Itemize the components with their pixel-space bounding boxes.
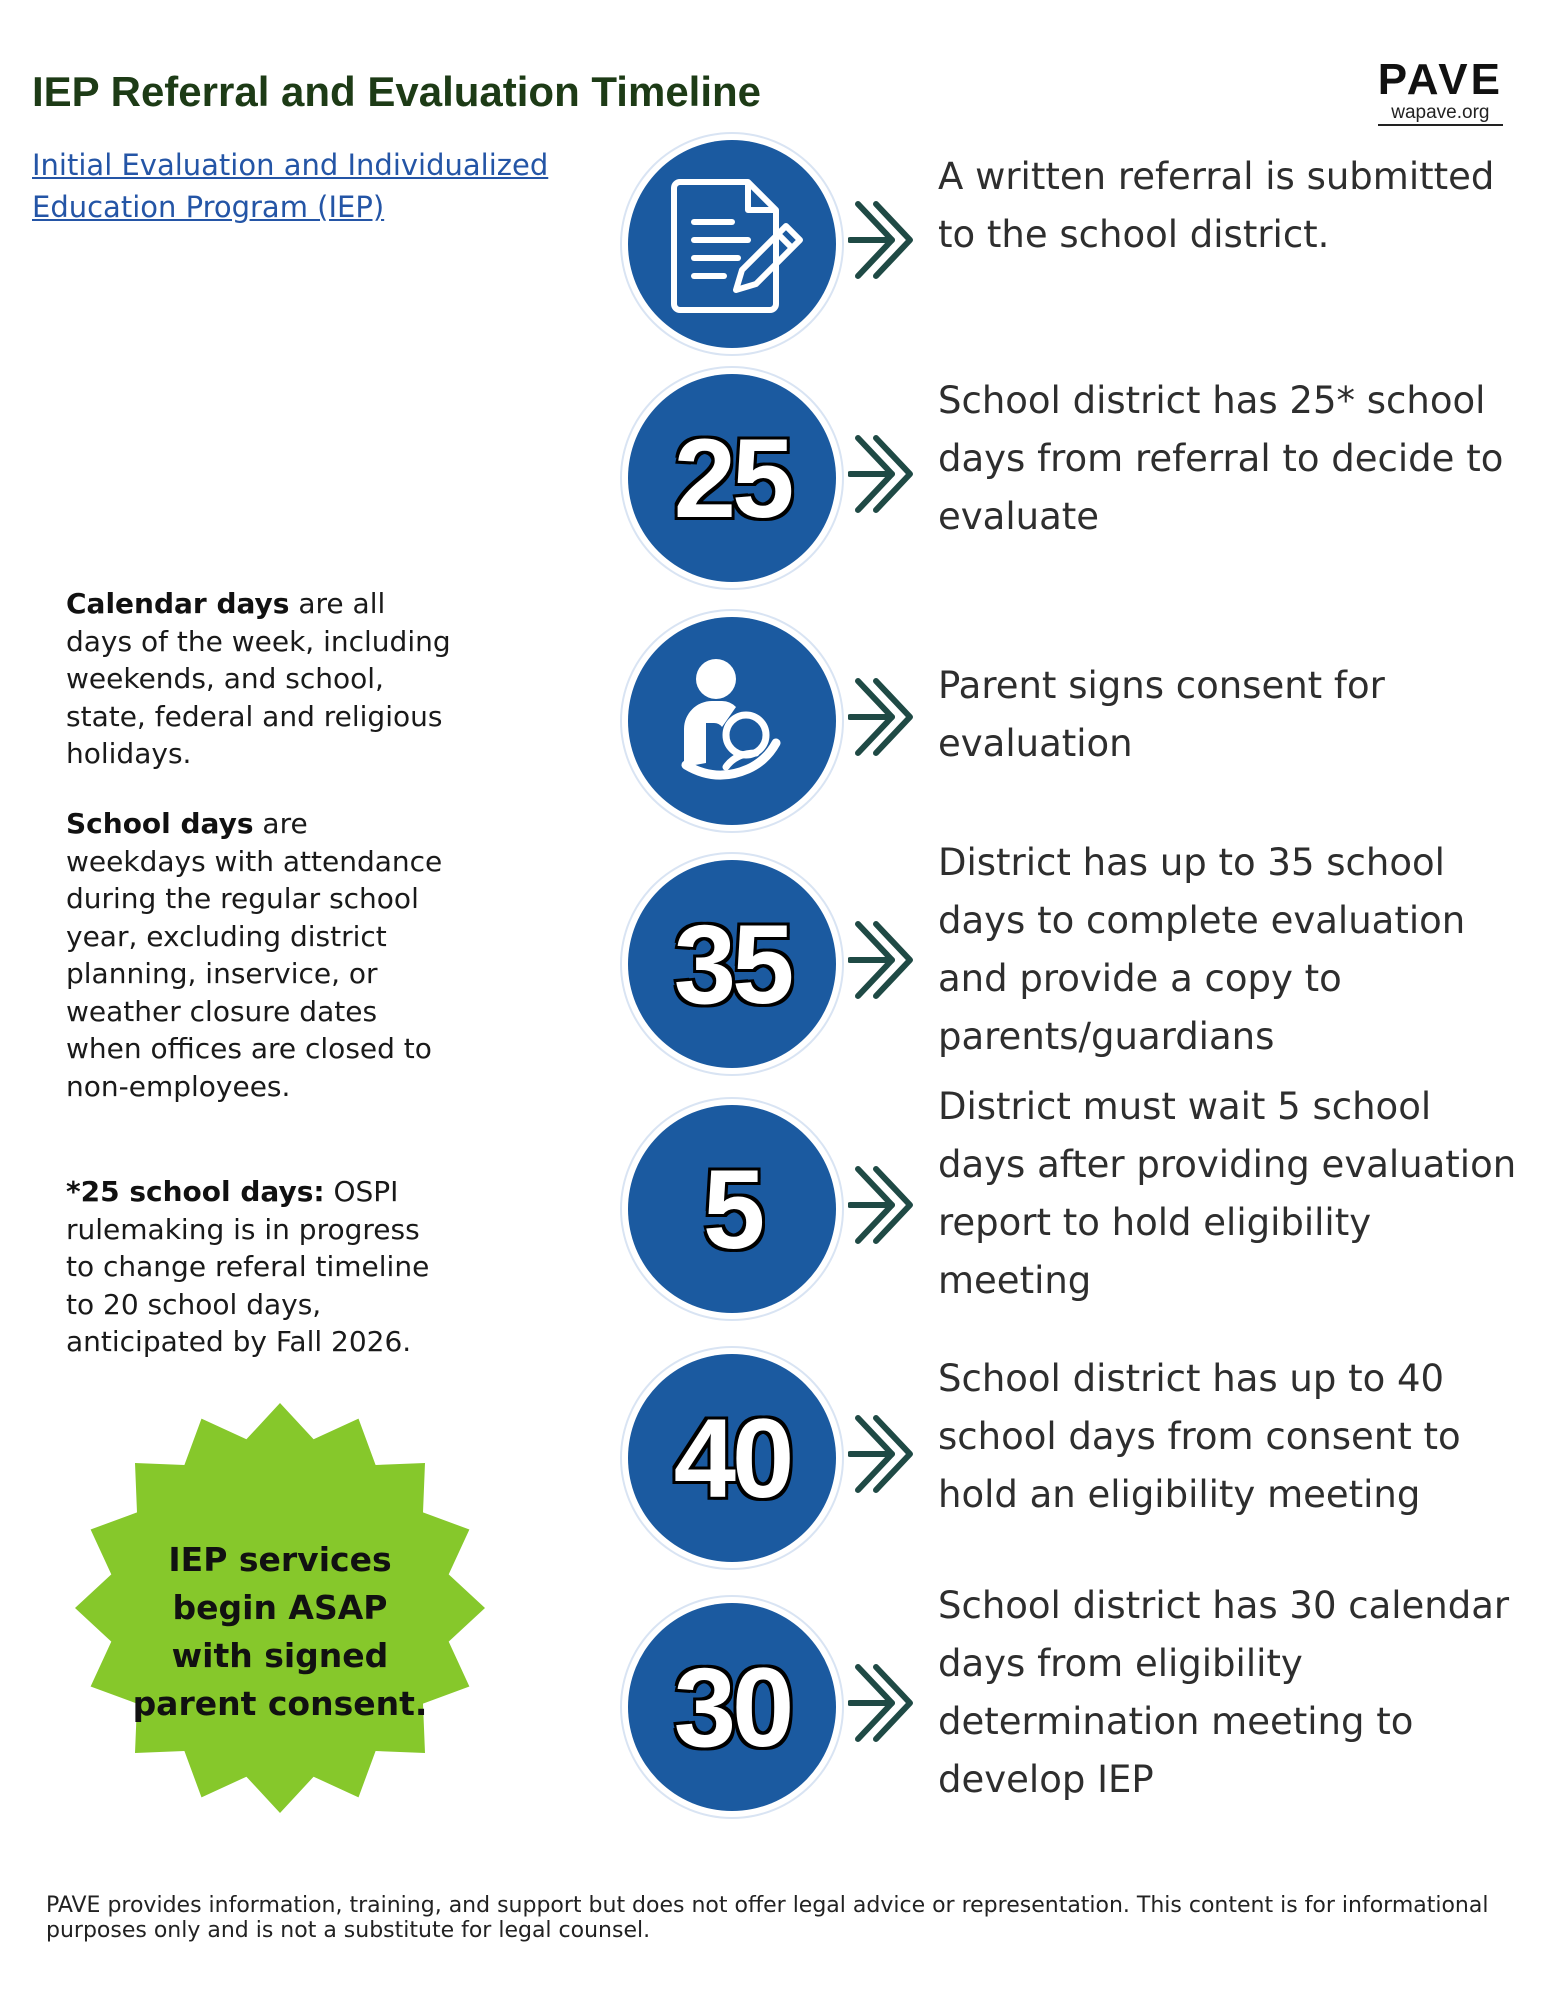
step-text: School district has up to 40 school days from consent to hold an eligibility meeting bbox=[938, 1357, 1461, 1516]
note-term: *25 school days: bbox=[66, 1175, 325, 1208]
calendar-days-text: are all days of the week, including weekends, and school, state, federal and religious holidays. bbox=[66, 587, 451, 770]
step-circle bbox=[628, 1603, 836, 1811]
timeline-step-referral bbox=[628, 140, 1518, 340]
step-circle bbox=[628, 140, 836, 348]
step-circle bbox=[628, 374, 836, 582]
step-text: School district has 25* school days from referral to decide to evaluate bbox=[938, 379, 1504, 538]
step-number: 40 bbox=[673, 1395, 791, 1521]
timeline-step-eligibility-meeting bbox=[628, 1354, 1518, 1554]
calendar-days-definition bbox=[66, 585, 456, 773]
initial-evaluation-link[interactable]: Initial Evaluation and Individualized Education Program (IEP) bbox=[32, 148, 549, 224]
logo-url-link[interactable]: wapave.org bbox=[1378, 102, 1503, 126]
pave-logo[interactable] bbox=[1377, 55, 1503, 126]
page-title: IEP Referral and Evaluation Timeline bbox=[32, 68, 762, 115]
step-number: 30 bbox=[673, 1644, 791, 1770]
school-days-term: School days bbox=[66, 807, 254, 840]
chevron-arrow-icon bbox=[848, 1165, 920, 1245]
chevron-arrow-icon bbox=[848, 677, 920, 757]
step-number: 5 bbox=[702, 1146, 762, 1272]
iep-services-callout bbox=[70, 1398, 490, 1818]
step-circle bbox=[628, 1354, 836, 1562]
step-text: District must wait 5 school days after providing evaluation report to hold eligibility meeting bbox=[938, 1085, 1517, 1302]
document-pencil-icon bbox=[628, 140, 836, 348]
step-number: 25 bbox=[673, 415, 791, 541]
step-text: A written referral is submitted to the school district. bbox=[938, 155, 1495, 256]
timeline-step-parent-consent bbox=[628, 617, 1518, 817]
parent-child-icon bbox=[628, 617, 836, 825]
callout-text: IEP services begin ASAP with signed parent consent. bbox=[132, 1540, 428, 1723]
school-days-text: are weekdays with attendance during the regular school year, excluding district planning, inservice, or weather closure dates when offices are closed to non-employees. bbox=[66, 807, 443, 1103]
timeline-step-wait-five-days bbox=[628, 1085, 1518, 1305]
step-text: District has up to 35 school days to complete evaluation and provide a copy to parents/guardians bbox=[938, 841, 1466, 1058]
note-text: OSPI rulemaking is in progress to change referal timeline to 20 school days, anticipated by Fall 2026. bbox=[66, 1175, 430, 1358]
chevron-arrow-icon bbox=[848, 1663, 920, 1743]
timeline-step-complete-evaluation bbox=[628, 841, 1518, 1060]
twenty-five-days-note bbox=[66, 1173, 456, 1361]
step-text: Parent signs consent for evaluation bbox=[938, 664, 1385, 765]
chevron-arrow-icon bbox=[848, 200, 920, 280]
legal-disclaimer: PAVE provides information, training, and support but does not offer legal advice or representation. This content is for informational purposes only and is not a substitute for legal counsel. bbox=[46, 1893, 1489, 1943]
step-number: 35 bbox=[673, 901, 791, 1027]
chevron-arrow-icon bbox=[848, 1414, 920, 1494]
calendar-days-term: Calendar days bbox=[66, 587, 290, 620]
logo-wordmark: PAVE bbox=[1377, 55, 1503, 104]
step-circle bbox=[628, 1105, 836, 1313]
timeline-step-decide-to-evaluate bbox=[628, 374, 1518, 574]
step-circle bbox=[628, 617, 836, 825]
school-days-definition bbox=[66, 805, 456, 1105]
chevron-arrow-icon bbox=[848, 920, 920, 1000]
timeline-step-develop-iep bbox=[628, 1584, 1518, 1803]
step-circle bbox=[628, 860, 836, 1068]
step-text: School district has 30 calendar days from eligibility determination meeting to develop IEP bbox=[938, 1584, 1510, 1801]
chevron-arrow-icon bbox=[848, 434, 920, 514]
